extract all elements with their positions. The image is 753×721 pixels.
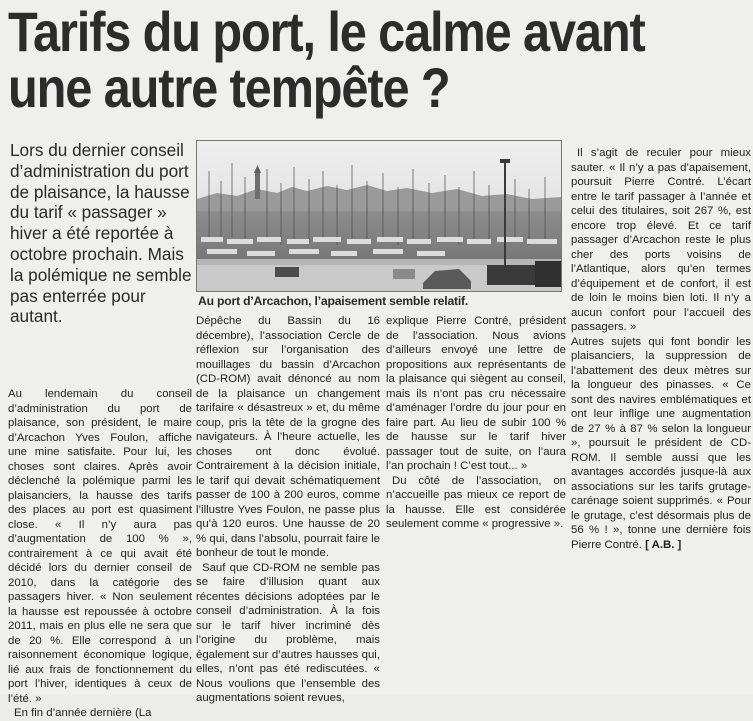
paragraph: Au lendemain du conseil d’administration du port de plaisance, son président, le maire d’Arcachon Yves Foulon, affiche une mine satisfaite. Pour lui, les choses sont claires. Après avoir déclenché la polémique parmi les plaisanciers, la hausse des tarifs des places au port est quasiment close. « Il n’y aura pas d’augmentation de 100 % », contrairement à ce qui avait été décidé lors du dernier conseil de 2010, dans la catégorie des passagers hiver. « Non seulement la hausse est repoussée à octobre 2011, mais en plus elle ne sera que de 20 %. Elle correspond à un raisonnement économique logique, lié aux frais de fonctionnement du port l’hiver, identiques à ceux de l’été. » xyxy=(8,388,192,705)
headline xyxy=(8,0,656,119)
paragraph: En fin d’année dernière (La xyxy=(14,707,152,719)
article-column-1 xyxy=(8,387,192,721)
paragraph-text: Autres sujets qui font bondir les plaisanciers, la suppression de l’abattement des deux mètres sur la longueur des pinasses. « Ce sont des navires emblématiques et ont leur inflige une augmentation de 27 % à 87 % selon la longueur », poursuit le président de CD-ROM. Il semble aussi que les avantages accordés jusque-là aux associations sur les tarifs grutage-carénage soient supprimés. « Pour le grutage, c’est désormais plus de 56 % ! », tonne une dernière fois Pierre Contré. xyxy=(571,335,751,551)
harbor-photo-illustration xyxy=(197,141,561,291)
headline-line-1: Tarifs du port, le calme avant xyxy=(8,0,645,63)
article-column-2 xyxy=(196,314,380,706)
article-column-4 xyxy=(571,146,751,552)
paragraph xyxy=(571,335,751,553)
harbor-photo xyxy=(196,140,562,292)
paragraph: Il s’agit de reculer pour mieux sauter. « Il n’y a pas d’apaisement, poursuit Pierre Contré. L’écart entre le tarif passager à l’année et celui des titulaires, soit 267 %, est encore trop élevé. Et ce tarif passager d’Arcachon reste le plus cher des ports voisins de l’Atlantique, alors qu’en termes d’équipement et de confort, il est de loin le moins bien loti. Il n’y a aucun confort pour l’accueil des passagers. » xyxy=(571,147,751,333)
paragraph: Dépêche du Bassin du 16 décembre), l’association Cercle de réflexion sur l’organisation des mouillages du bassin d’Arcachon (CD-ROM) avait dénoncé au nom de la plaisance un changement tarifaire « désastreux » et, du même coup, pris la tête de la grogne des navigateurs. À l’heure actuelle, les choses ont donc évolué. Contrairement à la décision initiale, le tarif qui devait schématiquement passer de 100 à 200 euros, comme l’illustre Yves Foulon, ne passe plus qu’à 120 euros. Une hausse de 20 % qui, dans l’absolu, pourrait faire le bonheur de tout le monde. xyxy=(196,315,380,559)
paragraph: explique Pierre Contré, président de l’association. Nous avions d’ailleurs envoyé une lettre de propositions aux représentants de la plaisance qui siègent au conseil, mais ils n’ont pas cru nécessaire d’aménager l’ordre du jour pour en faire part. Au lieu de subir 100 % de hausse sur le tarif hiver passager tout de suite, on l’aura l’an prochain ! C’est tout... » xyxy=(386,315,566,472)
article-lead: Lors du dernier conseil d’administration du port de plaisance, la hausse du tarif « passager » hiver a été reportée à octobre prochain. Mais la polémique ne semble pas enterrée pour autant. xyxy=(10,140,192,327)
paragraph: Sauf que CD-ROM ne semble pas se faire d’illusion quant aux récentes décisions adoptées par le conseil d’administration. À la fois sur le tarif hiver incriminé dès l’origine du problème, mais également sur d’autres hausses qui, elles, n’ont pas été rediscutées. « Nous voulions que l’ensemble des augmentations soient revues, xyxy=(196,561,380,704)
author-signature: [ A.B. ] xyxy=(645,538,682,551)
paragraph: Du côté de l’association, on n’accueille pas mieux ce report de la hausse. Elle est considérée seulement comme « progressive ». xyxy=(386,474,566,530)
photo-caption: Au port d’Arcachon, l’apaisement semble relatif. xyxy=(198,294,469,308)
headline-line-2: une autre tempête ? xyxy=(8,56,450,119)
article-column-3 xyxy=(386,314,566,532)
